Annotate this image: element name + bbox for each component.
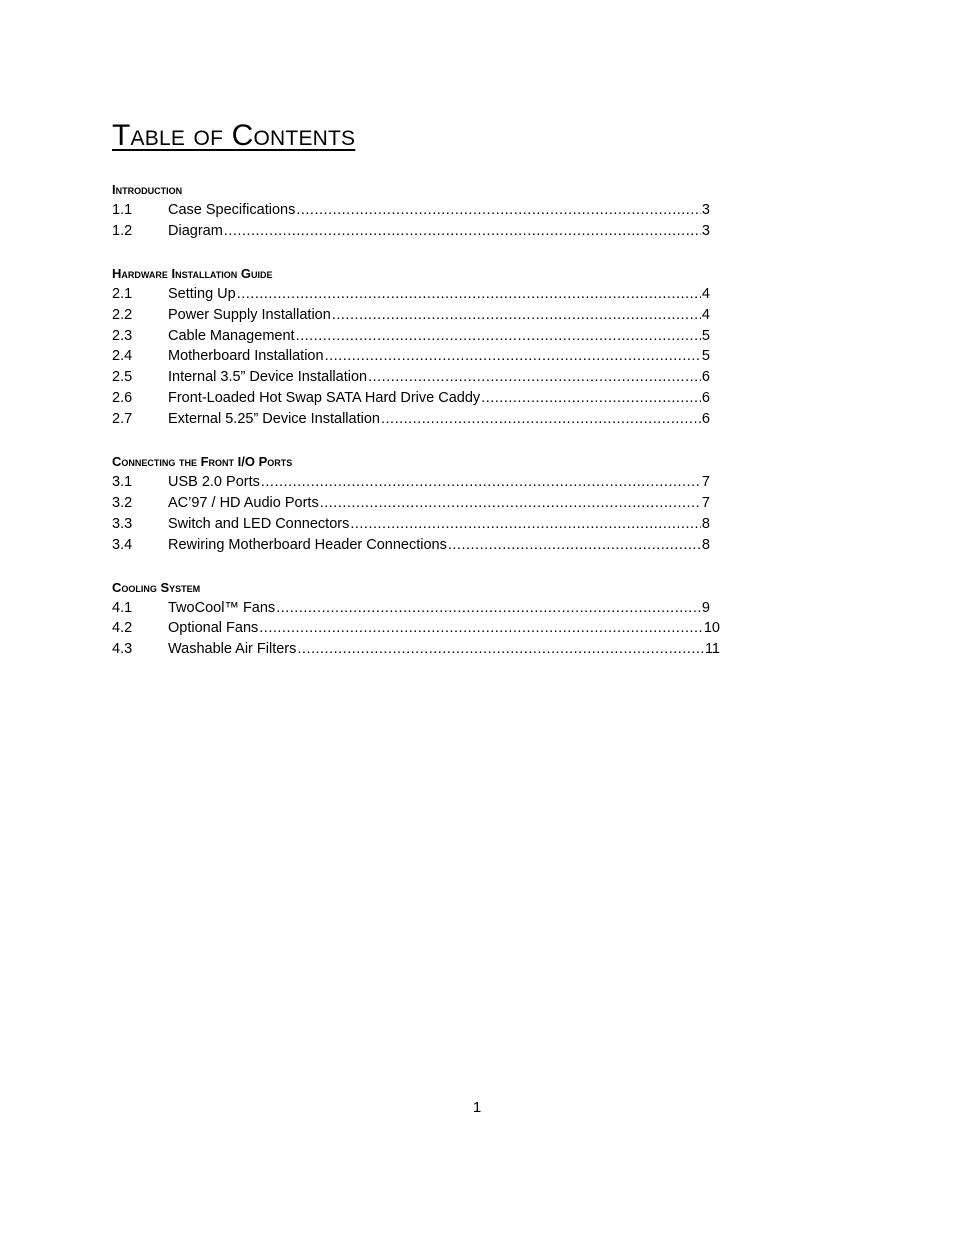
entry-number: 2.4: [112, 348, 133, 365]
entry-number: 4.1: [112, 599, 133, 616]
entry-page: 9: [701, 599, 710, 616]
dot-leader: [325, 346, 701, 367]
entry-page: 5: [701, 348, 710, 365]
entry-number: 3.2: [112, 494, 133, 511]
entry-number: 2.7: [112, 411, 133, 428]
entry-number: 1.2: [112, 222, 133, 239]
toc-entry[interactable]: [112, 221, 710, 242]
dot-leader: [297, 639, 704, 660]
toc-entry[interactable]: [112, 618, 720, 639]
entry-page: 7: [701, 474, 710, 491]
entry-page: 5: [701, 327, 710, 344]
entry-page: 8: [701, 515, 710, 532]
entry-page: 3: [701, 202, 710, 218]
toc-entry[interactable]: [112, 514, 710, 535]
section-heading: Introduction: [112, 182, 183, 197]
toc-entry[interactable]: [112, 639, 720, 660]
entry-page: 4: [701, 285, 710, 302]
entry-label: Cable Management: [168, 327, 295, 344]
entry-label: Washable Air Filters: [168, 641, 297, 658]
entry-number: 4.3: [112, 641, 133, 658]
entry-number: 4.2: [112, 620, 133, 637]
page-title: Table of Contents: [112, 119, 356, 152]
dot-leader: [381, 409, 701, 430]
entry-page: 4: [701, 306, 710, 323]
entry-label: Front-Loaded Hot Swap SATA Hard Drive Caddy: [168, 390, 481, 407]
dot-leader: [296, 326, 701, 347]
entry-number: 3.3: [112, 515, 133, 532]
toc-entry[interactable]: [112, 346, 710, 367]
dot-leader: [224, 221, 701, 242]
toc-entry[interactable]: [112, 598, 710, 619]
entry-page: 6: [701, 411, 710, 428]
toc-entry[interactable]: [112, 409, 710, 430]
toc-section-cooling-system: [112, 577, 720, 661]
dot-leader: [296, 200, 701, 221]
toc-entry[interactable]: [112, 200, 710, 221]
entry-number: 1.1: [112, 202, 133, 218]
entry-page: 10: [703, 620, 720, 637]
entry-label: Power Supply Installation: [168, 306, 331, 323]
entry-number: 2.5: [112, 369, 133, 386]
entry-page: 3: [701, 222, 710, 239]
entry-page: 6: [701, 369, 710, 386]
entry-label: External 5.25” Device Installation: [168, 411, 380, 428]
entry-label: Optional Fans: [168, 620, 259, 637]
entry-label: Case Specifications: [168, 202, 296, 218]
page-number: 1: [472, 1099, 482, 1116]
dot-leader: [332, 305, 701, 326]
entry-label: Setting Up: [168, 285, 236, 302]
dot-leader: [261, 472, 701, 493]
entry-number: 2.3: [112, 327, 133, 344]
entry-label: USB 2.0 Ports: [168, 474, 260, 491]
entry-page: 11: [704, 641, 720, 658]
dot-leader: [276, 598, 701, 619]
dot-leader: [320, 493, 701, 514]
dot-leader: [259, 618, 703, 639]
section-heading: Connecting the Front I/O Ports: [112, 454, 293, 470]
entry-label: Motherboard Installation: [168, 348, 324, 365]
dot-leader: [448, 535, 701, 556]
entry-label: Switch and LED Connectors: [168, 515, 350, 532]
entry-number: 2.1: [112, 285, 133, 302]
toc-entry[interactable]: [112, 388, 710, 409]
entry-page: 8: [701, 536, 710, 553]
entry-label: Diagram: [168, 222, 223, 239]
section-heading: Cooling System: [112, 579, 201, 595]
entry-page: 6: [701, 390, 710, 407]
table-of-contents: [112, 179, 720, 681]
entry-label: AC’97 / HD Audio Ports: [168, 494, 319, 511]
toc-entry[interactable]: [112, 284, 710, 305]
toc-entry[interactable]: [112, 305, 710, 326]
entry-label: Rewiring Motherboard Header Connections: [168, 536, 447, 553]
entry-label: TwoCool™ Fans: [168, 599, 276, 616]
toc-entry[interactable]: [112, 367, 710, 388]
toc-entry[interactable]: [112, 493, 710, 514]
entry-number: 2.6: [112, 390, 133, 407]
entry-number: 3.1: [112, 474, 133, 491]
dot-leader: [237, 284, 701, 305]
dot-leader: [481, 388, 701, 409]
dot-leader: [350, 514, 701, 535]
toc-entry[interactable]: [112, 535, 710, 556]
toc-section-introduction: [112, 179, 720, 242]
dot-leader: [368, 367, 701, 388]
entry-page: 7: [701, 494, 710, 511]
toc-entry[interactable]: [112, 326, 710, 347]
section-heading: Hardware Installation Guide: [112, 265, 273, 281]
entry-number: 2.2: [112, 306, 133, 323]
toc-entry[interactable]: [112, 472, 710, 493]
entry-number: 3.4: [112, 536, 133, 553]
toc-section-hardware-installation: [112, 263, 720, 430]
entry-label: Internal 3.5” Device Installation: [168, 369, 368, 386]
toc-section-front-io-ports: [112, 451, 720, 556]
